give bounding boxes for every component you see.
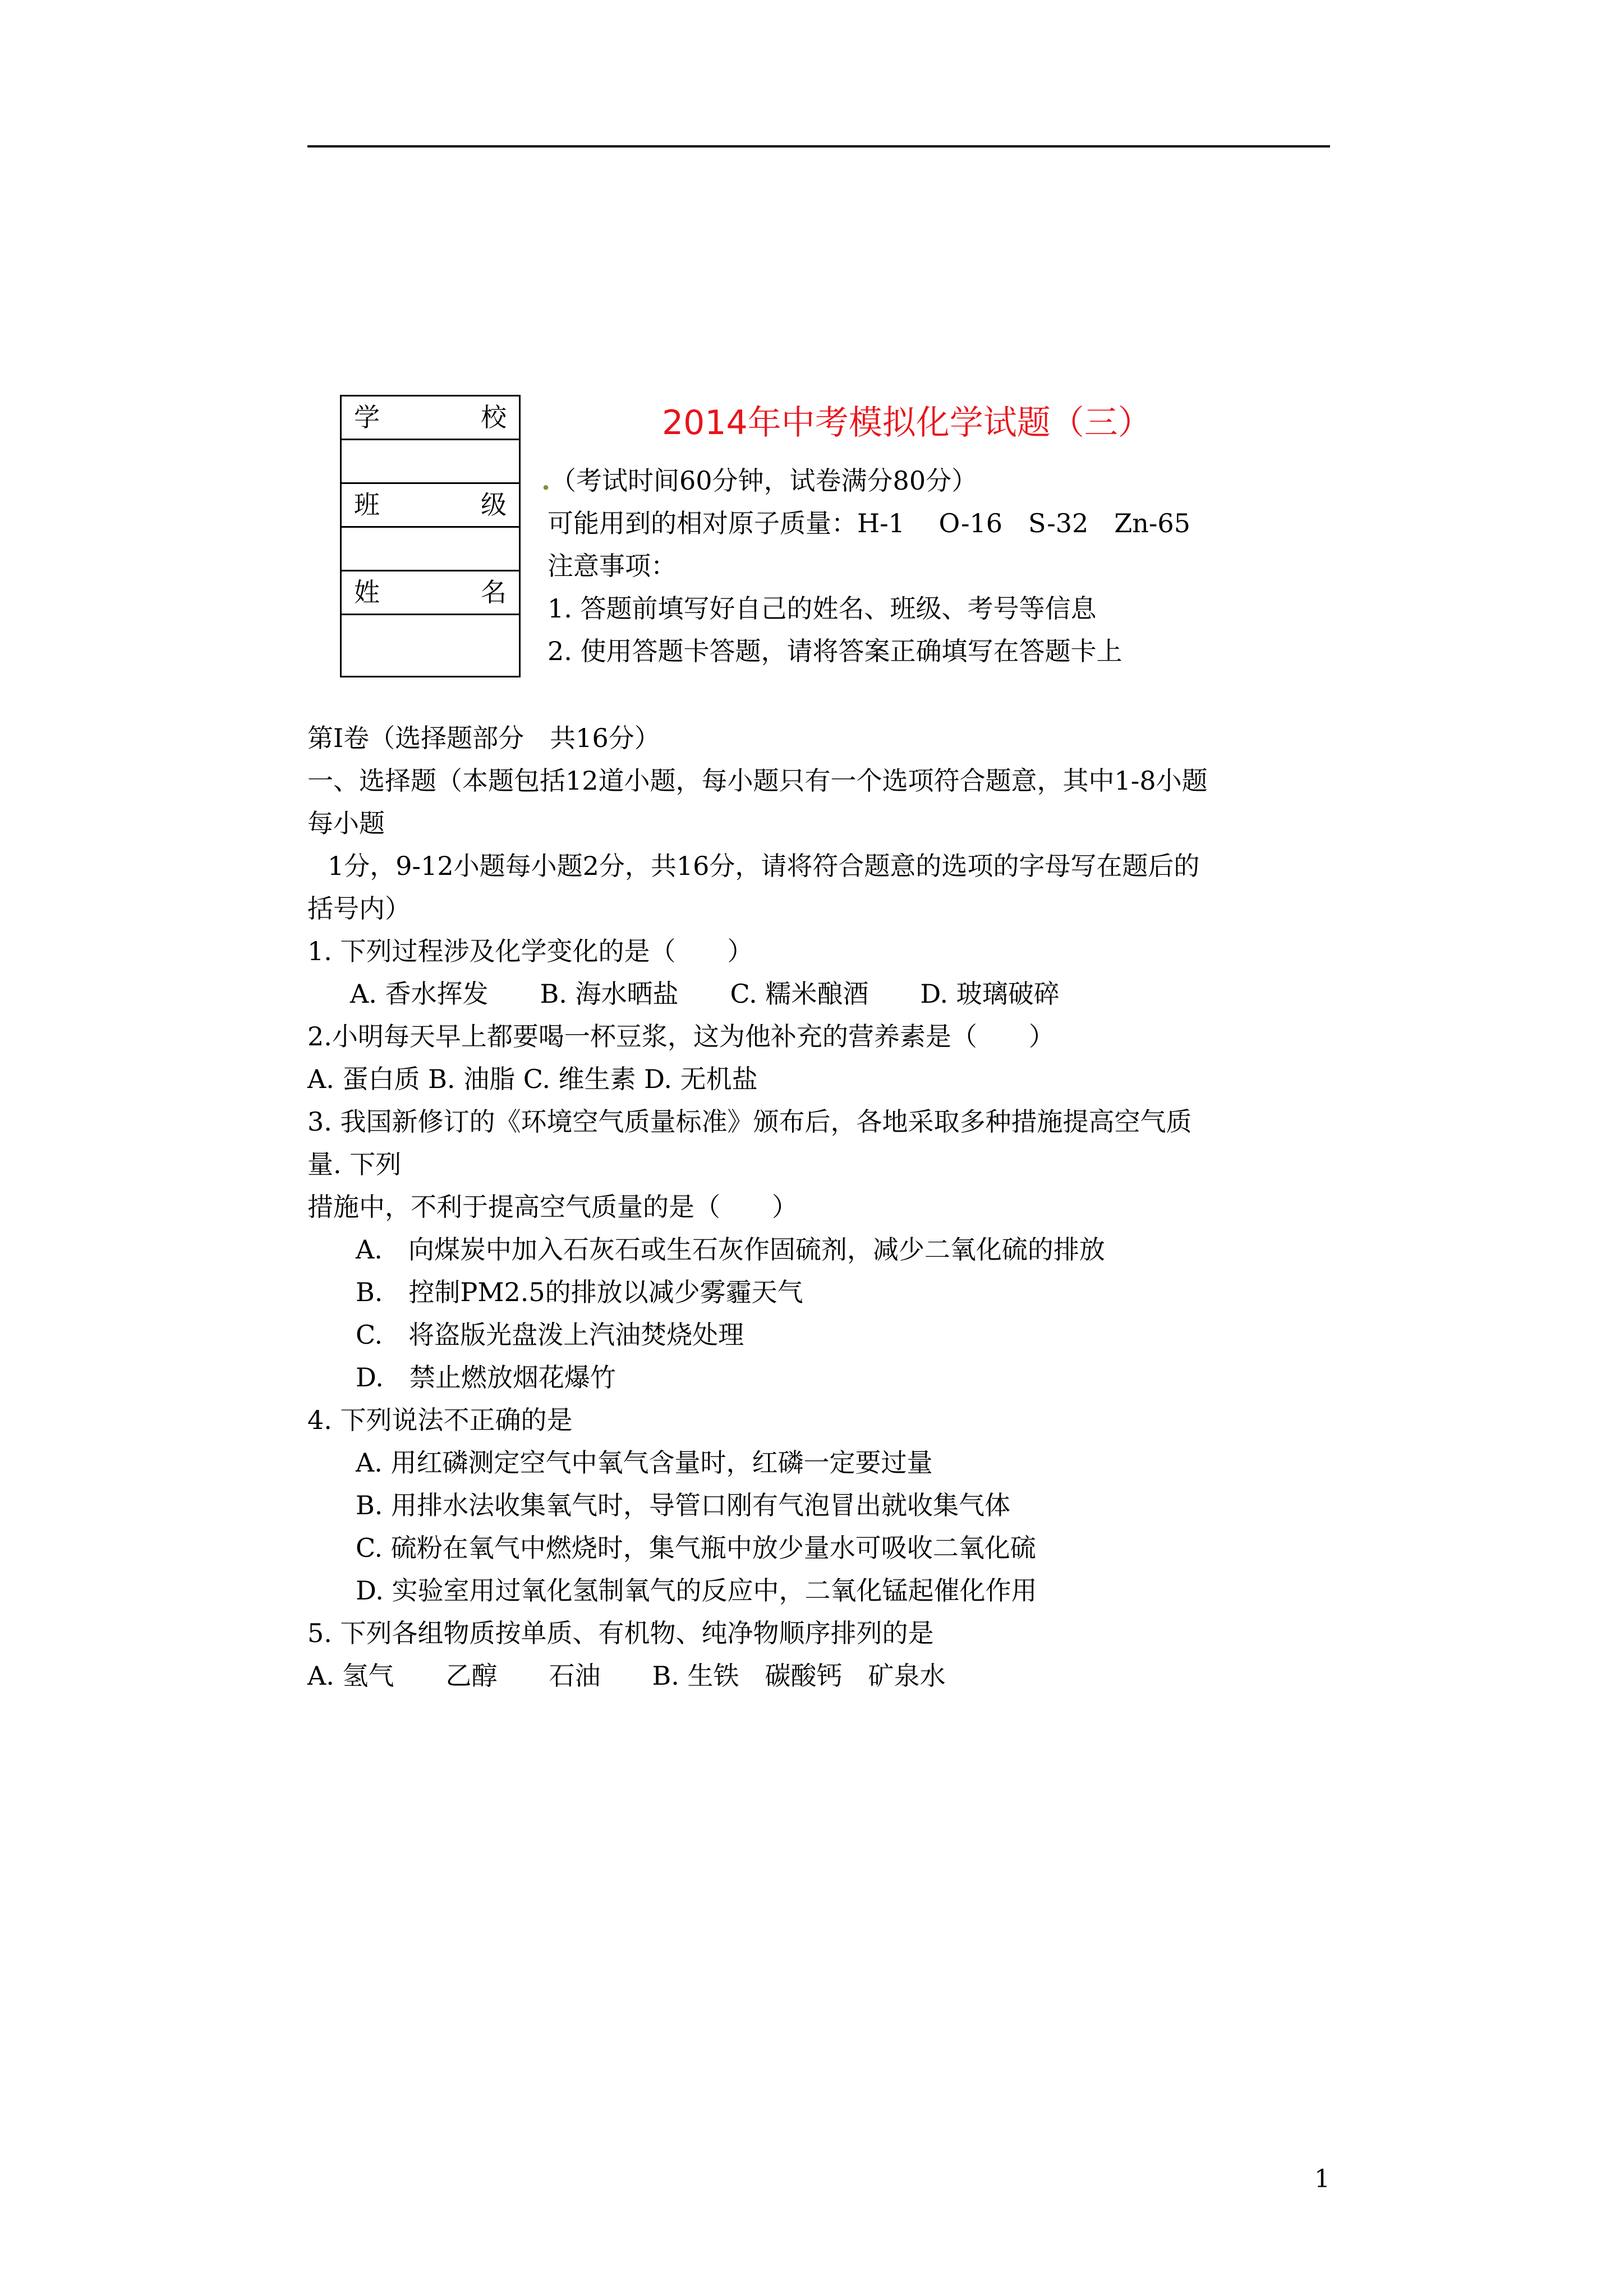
name-label-cell: 姓 名: [341, 571, 520, 615]
instructions-line-3: 1分，9-12小题每小题2分，共16分，请将符合题意的选项的字母写在题后的: [328, 851, 1200, 881]
instructions-line-1: 一、选择题（本题包括12道小题，每小题只有一个选项符合题意，其中1-8小题: [307, 766, 1208, 796]
question-2: 2.小明每天早上都要喝一杯豆浆，这为他补充的营养素是（ ）: [307, 1021, 1055, 1052]
name-input-cell[interactable]: [341, 615, 520, 677]
instructions-line-2: 每小题: [307, 808, 385, 838]
question-1-options: A. 香水挥发 B. 海水晒盐 C. 糯米酿酒 D. 玻璃破碎: [350, 979, 1060, 1009]
question-5-options: A. 氢气 乙醇 石油 B. 生铁 碳酸钙 矿泉水: [307, 1661, 946, 1691]
exam-info: .（考试时间60分钟，试卷满分80分）: [541, 465, 978, 496]
question-4-option-d: D. 实验室用过氧化氢制氧气的反应中，二氧化锰起催化作用: [356, 1575, 1037, 1606]
school-input-cell[interactable]: [341, 440, 520, 483]
question-2-options: A. 蛋白质 B. 油脂 C. 维生素 D. 无机盐: [307, 1064, 758, 1094]
notice-item-1: 1. 答题前填写好自己的姓名、班级、考号等信息: [548, 593, 1097, 624]
question-3-line-3: 措施中，不利于提高空气质量的是（ ）: [307, 1192, 798, 1222]
section-heading: 第Ⅰ卷（选择题部分 共16分）: [307, 723, 660, 753]
question-4-option-c: C. 硫粉在氧气中燃烧时，集气瓶中放少量水可吸收二氧化硫: [356, 1533, 1036, 1563]
header-rule: [307, 145, 1330, 147]
class-input-cell[interactable]: [341, 527, 520, 571]
question-3-option-a: A. 向煤炭中加入石灰石或生石灰作固硫剂，减少二氧化硫的排放: [356, 1234, 1105, 1265]
notice-title: 注意事项：: [548, 551, 677, 581]
question-3-line-1: 3. 我国新修订的《环境空气质量标准》颁布后，各地采取多种措施提高空气质: [307, 1106, 1192, 1137]
question-4: 4. 下列说法不正确的是: [307, 1405, 573, 1435]
question-3-option-c: C. 将盗版光盘泼上汽油焚烧处理: [356, 1320, 744, 1350]
question-4-option-a: A. 用红磷测定空气中氧气含量时，红磷一定要过量: [356, 1447, 933, 1478]
dot-mark: .: [541, 465, 551, 496]
atomic-mass: 可能用到的相对原子质量：H-1 O-16 S-32 Zn-65: [548, 508, 1190, 538]
question-1: 1. 下列过程涉及化学变化的是（ ）: [307, 936, 753, 966]
student-info-table: [340, 395, 521, 677]
school-label-cell: 学 校: [341, 396, 520, 440]
question-3-option-d: D. 禁止燃放烟花爆竹: [356, 1362, 616, 1393]
question-5: 5. 下列各组物质按单质、有机物、纯净物顺序排列的是: [307, 1618, 934, 1648]
question-3-option-b: B. 控制PM2.5的排放以减少雾霾天气: [356, 1277, 803, 1307]
notice-item-2: 2. 使用答题卡答题，请将答案正确填写在答题卡上: [548, 636, 1122, 666]
exam-title: 2014年中考模拟化学试题（三）: [662, 403, 1152, 442]
question-4-option-b: B. 用排水法收集氧气时，导管口刚有气泡冒出就收集气体: [356, 1490, 1011, 1520]
instructions-line-4: 括号内）: [307, 893, 411, 924]
question-3-line-2: 量. 下列: [307, 1149, 402, 1179]
class-label-cell: 班 级: [341, 483, 520, 527]
page-number: 1: [1314, 2165, 1330, 2193]
